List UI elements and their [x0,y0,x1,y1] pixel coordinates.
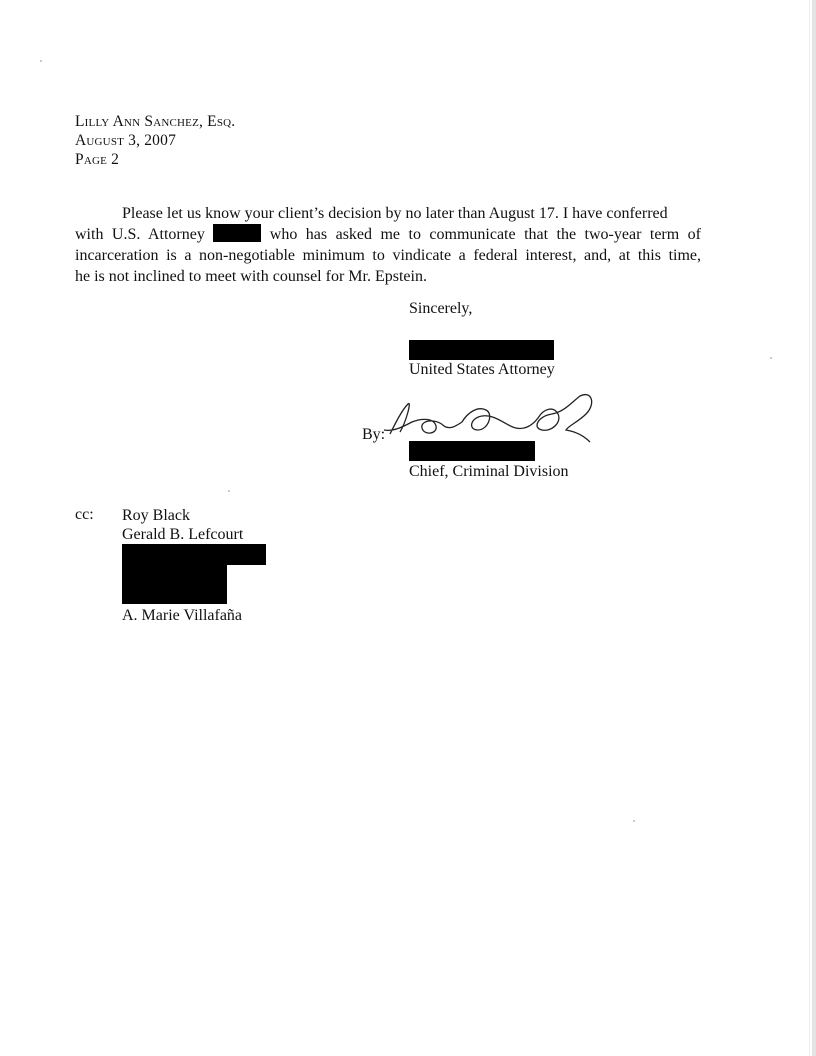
cc-recipient: A. Marie Villafaña [122,607,243,624]
page-number: Page 2 [75,151,120,168]
body-line: incarceration is a non-negotiable minimum to vindicate a federal interest, and, at this time, [75,247,701,264]
body-text: with U.S. Attorney [75,226,205,243]
body-line [75,224,701,245]
scan-speck [770,357,772,359]
signatory-division: Chief, Criminal Division [409,463,569,480]
by-label: By: [362,426,386,443]
letter-date: August 3, 2007 [75,132,177,149]
addressee: Lilly Ann Sanchez, Esq. [75,113,236,130]
cc-label: cc: [75,506,94,523]
redaction-bar [122,565,227,604]
cc-recipient-list [122,506,243,544]
body-line: he is not inclined to meet with counsel for Mr. Epstein. [75,268,427,285]
redaction-bar [409,340,554,360]
page-edge [812,0,816,1056]
cc-recipient: Gerald B. Lefcourt [122,526,244,543]
scan-speck [40,60,42,62]
cc-recipient: Roy Black [122,507,190,524]
redaction-bar [213,224,261,242]
letter-header [75,112,235,169]
redaction-bar [122,544,266,565]
page-edge-line [809,0,810,1056]
scan-speck [633,820,635,822]
scan-speck [228,490,230,492]
body-paragraph [75,203,701,287]
closing-salutation: Sincerely, [409,300,473,317]
body-line: Please let us know your client’s decision by no later than August 17. I have conferred [122,205,668,222]
body-text: who has asked me to communicate that the two-year term of [269,226,701,243]
redaction-bar [409,441,535,461]
signatory-title: United States Attorney [409,361,555,378]
